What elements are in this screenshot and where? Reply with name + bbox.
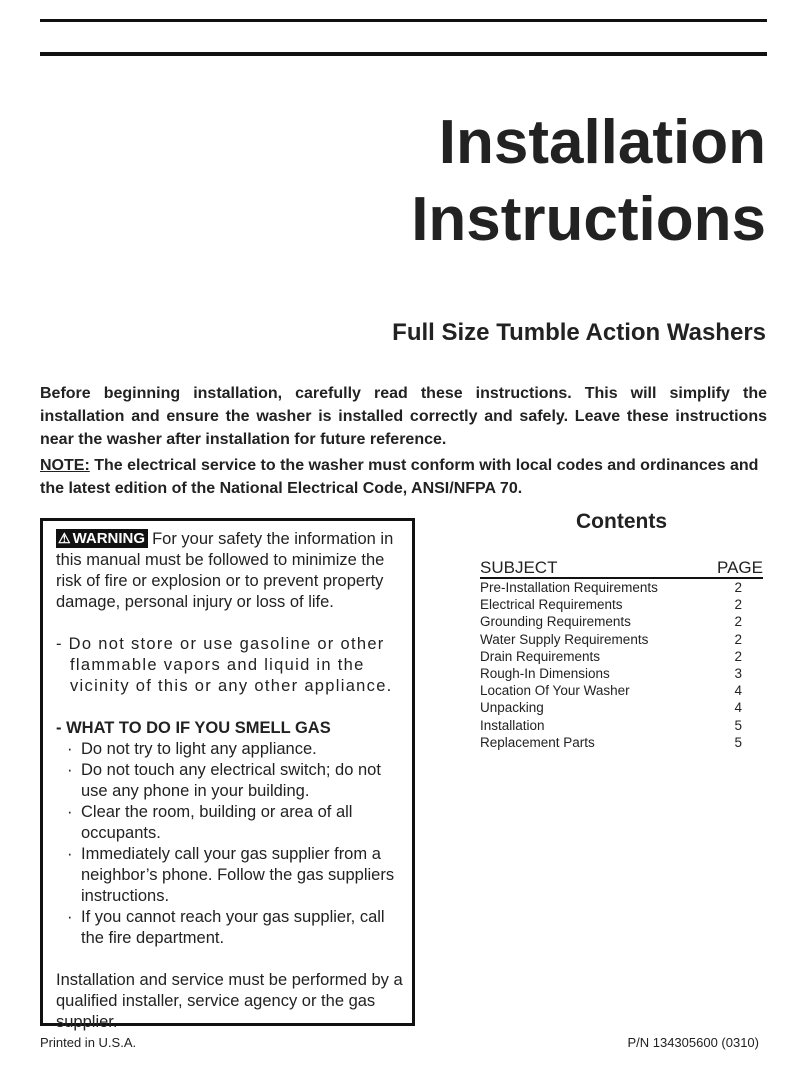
warning-closing: Installation and service must be performed by a qualified installer, service agency or the gas supplier. (56, 971, 403, 1031)
toc-row (480, 682, 763, 699)
top-rule (40, 19, 767, 22)
toc-page-number: 4 (734, 700, 742, 716)
toc-header (480, 559, 763, 579)
toc-page-number: 2 (734, 580, 742, 595)
toc-subject: Replacement Parts (480, 734, 595, 750)
page-title (411, 104, 766, 258)
toc-row (480, 734, 763, 751)
smell-gas-heading: - WHAT TO DO IF YOU SMELL GAS (56, 719, 331, 737)
note-text: The electrical service to the washer must conform with local codes and ordinances and the latest edition of the National Electrical Code, ANSI/NFPA 70. (40, 457, 759, 497)
toc-row (480, 717, 763, 734)
bullet-icon: · (67, 908, 73, 926)
gas-step-text: If you cannot reach your gas supplier, call the fire department. (81, 908, 385, 947)
gas-step-item (56, 907, 403, 949)
toc-page-number: 2 (734, 614, 742, 630)
toc-page-number: 3 (734, 666, 742, 682)
toc-row (480, 613, 763, 630)
gas-step-text: Do not try to light any appliance. (81, 740, 317, 758)
toc-row (480, 648, 763, 665)
toc-subject: Rough-In Dimensions (480, 666, 610, 682)
warning-badge (56, 529, 148, 548)
toc-page-number: 5 (734, 734, 742, 750)
warning-lead-text: For your safety the information in this manual must be followed to minimize the risk of fire or explosion or to prevent property damage, personal injury or loss of life. (56, 530, 394, 611)
gas-step-text: Do not touch any electrical switch; do not use any phone in your building. (81, 761, 381, 800)
toc-page-header: PAGE (717, 558, 763, 577)
toc-subject: Electrical Requirements (480, 597, 623, 613)
gas-step-item (56, 802, 403, 844)
toc-list (480, 579, 763, 751)
toc-subject: Location Of Your Washer (480, 683, 630, 699)
toc-subject: Water Supply Requirements (480, 631, 649, 647)
toc-page-number: 2 (734, 631, 742, 647)
toc-subject: Drain Requirements (480, 648, 601, 664)
gas-step-item (56, 844, 403, 907)
contents-section (480, 510, 763, 751)
toc-page-number: 2 (734, 648, 742, 664)
intro-paragraph: Before beginning installation, carefully read these instructions. This will simplify the installation and ensure the washer is installed correctly and safely. Leave these instructions near the washer after installation for future reference. (40, 385, 767, 448)
toc-row (480, 665, 763, 682)
toc-page-number: 2 (734, 597, 742, 613)
warning-triangle-icon: ⚠ (58, 530, 71, 546)
toc-subject-header: SUBJECT (480, 558, 558, 577)
bullet-icon: · (67, 803, 73, 821)
toc-subject: Installation (480, 717, 545, 733)
toc-page-number: 4 (734, 683, 742, 699)
note-label: NOTE: (40, 457, 90, 474)
gas-step-text: Clear the room, building or area of all occupants. (81, 803, 353, 842)
bullet-icon: · (67, 845, 73, 863)
gas-steps-list (56, 739, 403, 949)
gas-step-item (56, 760, 403, 802)
toc-row (480, 579, 763, 596)
toc-row (480, 631, 763, 648)
toc-row (480, 596, 763, 613)
toc-row (480, 699, 763, 716)
part-number: P/N 134305600 (0310) (627, 1035, 759, 1050)
gas-step-text: Immediately call your gas supplier from a neighbor’s phone. Follow the gas suppliers instructions. (81, 845, 395, 905)
toc-subject: Grounding Requirements (480, 614, 631, 630)
subtitle: Full Size Tumble Action Washers (392, 319, 766, 346)
warning-box (40, 518, 415, 1031)
title-line-1: Installation (438, 108, 766, 177)
header-rule (40, 52, 767, 56)
title-line-2: Instructions (411, 185, 766, 254)
gas-step-item (56, 739, 403, 760)
toc-subject: Unpacking (480, 700, 544, 716)
toc-subject: Pre-Installation Requirements (480, 580, 658, 595)
warning-badge-label: WARNING (72, 530, 146, 547)
printed-in-label: Printed in U.S.A. (40, 1035, 137, 1050)
warning-lead-paragraph (56, 529, 403, 613)
toc-page-number: 5 (734, 717, 742, 733)
contents-title: Contents (576, 510, 667, 533)
bullet-icon: · (67, 740, 73, 758)
bullet-icon: · (67, 761, 73, 779)
gasoline-warning: - Do not store or use gasoline or other flammable vapors and liquid in the vicinity of this or any other appliance. (56, 635, 393, 695)
note-paragraph (40, 454, 767, 500)
